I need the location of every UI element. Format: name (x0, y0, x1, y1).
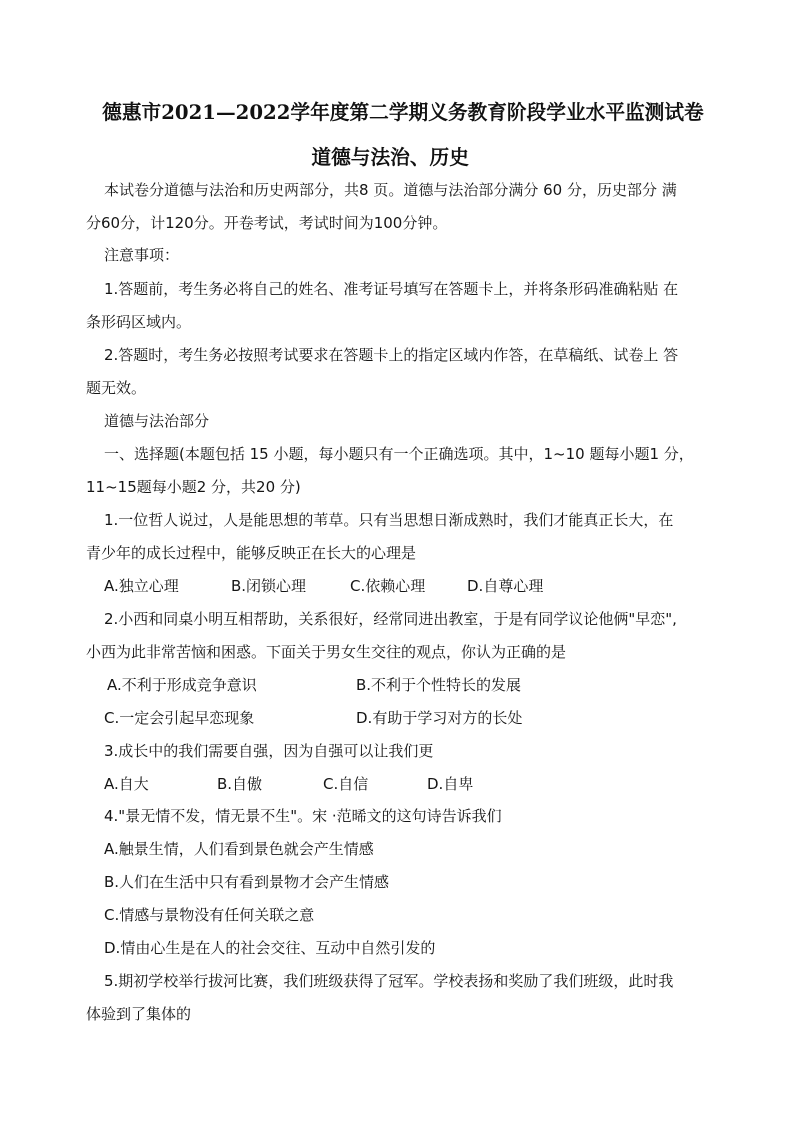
question-3-stem: 3.成长中的我们需要自强，因为自强可以让我们更 (104, 742, 434, 760)
part1-instructions-line-2: 11~15题每小题2 分，共20 分) (86, 478, 301, 496)
question-1-option-c: C.依赖心理 (350, 577, 426, 595)
exam-subtitle: 道德与法治、历史 (311, 145, 469, 169)
question-2-option-c: C.一定会引起早恋现象 (104, 709, 255, 727)
question-5-stem-line-2: 体验到了集体的 (86, 1005, 192, 1023)
question-1-stem-line-2: 青少年的成长过程中，能够反映正在长大的心理是 (86, 544, 417, 562)
question-2-stem-line-2: 小西为此非常苦恼和困惑。下面关于男女生交往的观点，你认为正确的是 (86, 643, 567, 661)
section-heading: 道德与法治部分 (104, 412, 210, 430)
question-3-option-d: D.自卑 (427, 775, 474, 793)
question-4-option-a: A.触景生情，人们看到景色就会产生情感 (104, 840, 374, 858)
notice-item-1-line-1: 1.答题前，考生务必将自己的姓名、准考证号填写在答题卡上，并将条形码准确粘贴 在 (104, 280, 679, 298)
question-4-stem: 4."景无情不发，情无景不生"。宋 ·范晞文的这句诗告诉我们 (104, 807, 502, 825)
question-3-option-a: A.自大 (104, 775, 149, 793)
notice-item-1-line-2: 条形码区域内。 (86, 313, 192, 331)
question-1-stem-line-1: 1.一位哲人说过，人是能思想的苇草。只有当思想日渐成熟时，我们才能真正长大，在 (104, 511, 674, 529)
question-4-option-b: B.人们在生活中只有看到景物才会产生情感 (104, 873, 390, 891)
notice-heading: 注意事项： (104, 246, 180, 264)
question-2-option-d: D.有助于学习对方的长处 (356, 709, 523, 727)
question-2-option-b: B.不利于个性特长的发展 (356, 676, 522, 694)
intro-line-2: 分60分，计120分。开卷考试，考试时间为100分钟。 (86, 214, 448, 232)
exam-title: 德惠市2021—2022学年度第二学期义务教育阶段学业水平监测试卷 (102, 100, 704, 124)
question-4-option-c: C.情感与景物没有任何关联之意 (104, 906, 315, 924)
question-5-stem-line-1: 5.期初学校举行拔河比赛，我们班级获得了冠军。学校表扬和奖励了我们班级，此时我 (104, 972, 674, 990)
question-3-option-b: B.自傲 (217, 775, 263, 793)
notice-item-2-line-2: 题无效。 (86, 379, 147, 397)
question-2-option-a: A.不利于形成竞争意识 (107, 676, 257, 694)
question-4-option-d: D.情由心生是在人的社会交往、互动中自然引发的 (104, 939, 436, 957)
intro-line-1: 本试卷分道德与法治和历史两部分，共8 页。道德与法治部分满分 60 分，历史部分 满 (104, 181, 677, 199)
question-1-option-a: A.独立心理 (104, 577, 179, 595)
part1-instructions-line-1: 一、选择题(本题包括 15 小题，每小题只有一个正确选项。其中，1~10 题每小题1 分， (104, 445, 694, 463)
notice-item-2-line-1: 2.答题时，考生务必按照考试要求在答题卡上的指定区域内作答，在草稿纸、试卷上 答 (104, 346, 679, 364)
question-1-option-b: B.闭锁心理 (231, 577, 307, 595)
question-3-option-c: C.自信 (323, 775, 369, 793)
question-1-option-d: D.自尊心理 (467, 577, 544, 595)
question-2-stem-line-1: 2.小西和同桌小明互相帮助，关系很好，经常同进出教室，于是有同学议论他俩"早恋", (104, 610, 677, 628)
